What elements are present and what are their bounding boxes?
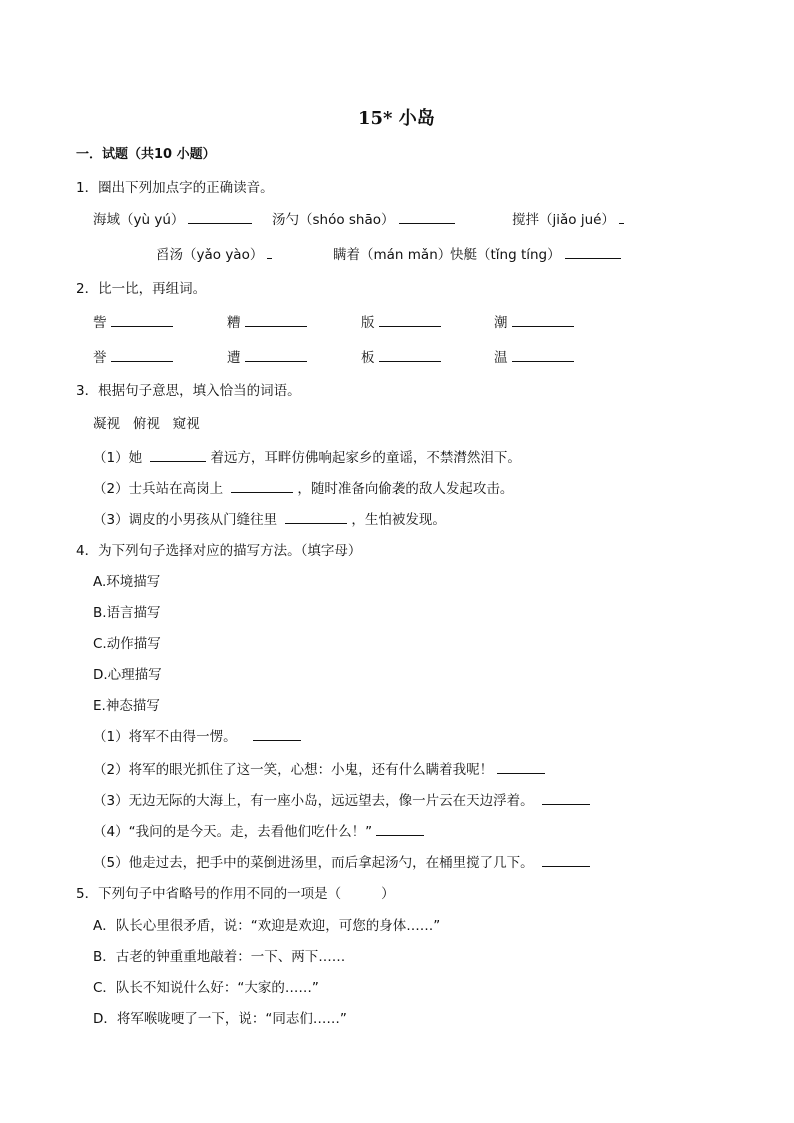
- answer-blank[interactable]: [512, 312, 574, 327]
- answer-blank[interactable]: [565, 244, 621, 259]
- answer-blank[interactable]: [111, 312, 173, 327]
- answer-blank[interactable]: [245, 312, 307, 327]
- q2-item: 温: [494, 346, 578, 366]
- q4-item: （2）将军的眼光抓住了这一笑，心想：小鬼，还有什么瞒着我呢！: [93, 758, 549, 778]
- q2-item: 糟: [227, 311, 311, 331]
- q5-option-b: B．古老的钟重重地敲着：一下、两下……: [93, 949, 346, 965]
- q3-word-bank: 凝视 俯视 窥视: [93, 416, 200, 432]
- q2-item: 訾: [93, 311, 177, 331]
- q2-item: 版: [361, 311, 445, 331]
- q5-option-a: A．队长心里很矛盾，说：“欢迎是欢迎，可您的身体……”: [93, 918, 441, 934]
- question-2-prompt: 2．比一比，再组词。: [76, 281, 207, 297]
- question-1-prompt: 1．圈出下列加点字的正确读音。: [76, 180, 274, 196]
- q3-sentence-3: （3）调皮的小男孩从门缝往里 ，生怕被发现。: [93, 508, 446, 528]
- q2-item: 潮: [494, 311, 578, 331]
- q4-option: D.心理描写: [93, 667, 162, 683]
- q4-item: （5）他走过去，把手中的菜倒进汤里，而后拿起汤勺，在桶里搅了几下。: [93, 851, 594, 871]
- answer-blank[interactable]: [619, 209, 624, 224]
- answer-blank[interactable]: [253, 726, 301, 741]
- q1-item: 舀汤（yǎo yào）: [156, 243, 276, 263]
- q4-item: （3）无边无际的大海上，有一座小岛，远远望去，像一片云在天边浮着。: [93, 789, 594, 809]
- q4-option: A.环境描写: [93, 574, 161, 590]
- q3-sentence-2: （2）士兵站在高岗上 ，随时准备向偷袭的敌人发起攻击。: [93, 477, 513, 497]
- q4-item: （1）将军不由得一愣。: [93, 725, 305, 745]
- q2-item: 板: [361, 346, 445, 366]
- question-5-prompt: 5．下列句子中省略号的作用不同的一项是（ ）: [76, 886, 395, 902]
- answer-blank[interactable]: [542, 852, 590, 867]
- q4-option: B.语言描写: [93, 605, 161, 621]
- q2-item: 遭: [227, 346, 311, 366]
- answer-blank[interactable]: [376, 821, 424, 836]
- answer-blank[interactable]: [267, 244, 272, 259]
- q1-item: 瞒着（mán mǎn）: [333, 247, 452, 263]
- q1-item: 海域（yù yú）: [93, 208, 256, 228]
- q5-option-c: C．队长不知说什么好：“大家的……”: [93, 980, 319, 996]
- q1-item: 快艇（tǐng tíng）: [450, 243, 625, 263]
- section-heading: 一．试题（共10 小题）: [76, 147, 216, 162]
- answer-blank[interactable]: [285, 509, 347, 524]
- q3-sentence-1: （1）她 着远方，耳畔仿佛响起家乡的童谣，不禁潸然泪下。: [93, 446, 521, 466]
- q1-item: 搅拌（jiǎo jué）: [512, 208, 628, 228]
- answer-blank[interactable]: [231, 478, 293, 493]
- answer-blank[interactable]: [399, 209, 455, 224]
- q5-option-d: D．将军喉咙哽了一下，说：“同志们……”: [93, 1011, 347, 1027]
- answer-blank[interactable]: [111, 347, 173, 362]
- answer-blank[interactable]: [512, 347, 574, 362]
- q4-option: E.神态描写: [93, 698, 160, 714]
- question-4-prompt: 4．为下列句子选择对应的描写方法。（填字母）: [76, 543, 362, 559]
- page-title: 15* 小岛: [358, 108, 435, 129]
- answer-blank[interactable]: [497, 759, 545, 774]
- q4-item: （4）“我问的是今天。走，去看他们吃什么！”: [93, 820, 428, 840]
- q4-option: C.动作描写: [93, 636, 161, 652]
- answer-blank[interactable]: [188, 209, 252, 224]
- answer-blank[interactable]: [245, 347, 307, 362]
- answer-blank[interactable]: [542, 790, 590, 805]
- answer-blank[interactable]: [150, 447, 206, 462]
- question-3-prompt: 3．根据句子意思，填入恰当的词语。: [76, 383, 301, 399]
- answer-blank[interactable]: [379, 347, 441, 362]
- q1-item: 汤勺（shóo shāo）: [272, 208, 459, 228]
- answer-blank[interactable]: [379, 312, 441, 327]
- q2-item: 誉: [93, 346, 177, 366]
